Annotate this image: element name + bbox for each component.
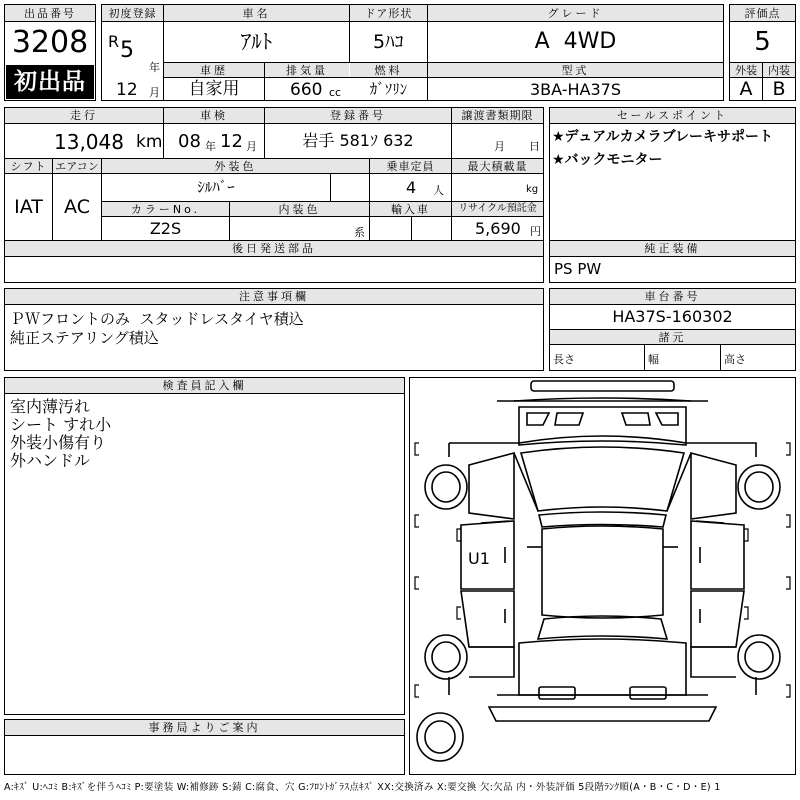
damage-mark-u1: U1 <box>468 549 490 568</box>
recycle-unit: 円 <box>530 225 541 238</box>
shift-value: IAT <box>14 195 43 218</box>
interior-grade-value: B <box>772 78 786 100</box>
color-no-value: Z2S <box>149 218 182 238</box>
fuel-label: 燃料 <box>350 63 427 77</box>
lot-number-label: 出品番号 <box>5 5 95 21</box>
office-notes-label: 事務局よりご案内 <box>5 720 404 735</box>
sales-point-2: ★バックモニター <box>552 152 663 168</box>
shift-label: シフト <box>5 159 52 173</box>
displacement-unit: cc <box>329 86 342 99</box>
interior-color-label: 内装色 <box>230 202 369 216</box>
genuine-equipment-label: 純正装備 <box>550 241 795 256</box>
dimension-length-label: 長さ <box>553 353 575 366</box>
registration-month: 12 <box>116 80 138 100</box>
max-load-unit: kg <box>526 184 539 195</box>
car-name-value: ｱﾙﾄ <box>240 29 273 54</box>
inspector-note-4: 外ハンドル <box>10 451 91 470</box>
import-label: 輸入車 <box>370 202 451 216</box>
transfer-month-unit: 月 <box>494 140 505 153</box>
caution-line-2: 純正ステアリング積込 <box>10 329 159 347</box>
first-listing-badge: 初出品 <box>6 65 94 99</box>
fuel-value: ｶﾞｿﾘﾝ <box>369 80 408 98</box>
exterior-color-label: 外装色 <box>102 159 369 173</box>
displacement-label: 排気量 <box>265 63 349 77</box>
registration-label: 初度登録 <box>102 5 163 21</box>
inspection-month: 12 <box>220 131 243 152</box>
exterior-grade-value: A <box>739 78 753 100</box>
aircon-label: エアコン <box>53 159 101 173</box>
cautions-label: 注意事項欄 <box>5 289 543 304</box>
plate-value: 岩手 581ｿ 632 <box>302 131 414 150</box>
displacement-value: 660 <box>290 80 323 100</box>
grade-label: グレード <box>428 5 723 21</box>
mileage-value: 13,048 <box>54 130 124 154</box>
chassis-value: HA37S-160302 <box>612 307 733 326</box>
registration-year-unit: 年 <box>149 61 160 74</box>
inspector-notes-label: 検査員記入欄 <box>5 378 404 393</box>
inspection-month-unit: 月 <box>246 140 257 153</box>
transfer-day-unit: 日 <box>529 140 540 153</box>
dimension-height-label: 高さ <box>724 353 746 366</box>
mileage-label: 走行 <box>5 108 163 123</box>
recycle-label: リサイクル預託金 <box>452 202 543 216</box>
caution-line-1: ＰＷフロントのみ スタッドレスタイヤ積込 <box>10 310 304 328</box>
interior-color-unit: 系 <box>354 226 365 239</box>
car-name-label: 車名 <box>164 5 349 21</box>
registration-era: R <box>108 32 120 51</box>
sales-point-1: ★デュアルカメラブレーキサポート <box>552 129 774 145</box>
plate-label: 登録番号 <box>265 108 451 123</box>
transfer-deadline-label: 譲渡書類期限 <box>452 108 543 123</box>
dimension-width-label: 幅 <box>648 353 659 366</box>
sales-points-label: セールスポイント <box>550 108 795 123</box>
registration-year: 5 <box>120 38 134 63</box>
recycle-value: 5,690 <box>475 219 521 238</box>
score-label: 評価点 <box>730 5 795 21</box>
exterior-grade-label: 外装 <box>730 63 762 77</box>
lot-number-value: 3208 <box>11 25 89 60</box>
aircon-value: AC <box>64 195 90 218</box>
dimensions-label: 諸元 <box>550 330 795 344</box>
exterior-color-value: ｼﾙﾊﾞｰ <box>197 178 235 196</box>
max-load-label: 最大積載量 <box>452 159 543 173</box>
chassis-label: 車台番号 <box>550 289 795 304</box>
model-label: 型式 <box>428 63 723 77</box>
model-value: 3BA-HA37S <box>529 79 621 99</box>
inspection-label: 車検 <box>164 108 264 123</box>
later-parts-label: 後日発送部品 <box>5 241 543 256</box>
history-value: 自家用 <box>188 79 240 99</box>
inspection-year-unit: 年 <box>205 140 216 153</box>
capacity-value: 4 <box>406 178 417 197</box>
score-value: 5 <box>754 27 771 57</box>
capacity-unit: 人 <box>433 184 444 197</box>
door-value: 5ﾊｺ <box>372 30 405 53</box>
inspector-note-3: 外装小傷有り <box>10 433 107 452</box>
capacity-label: 乗車定員 <box>370 159 451 173</box>
door-label: ドア形状 <box>350 5 427 21</box>
mileage-unit: km <box>136 132 163 152</box>
vehicle-damage-diagram <box>409 377 796 775</box>
damage-code-legend: A:ｷｽﾞ U:ﾍｺﾐ B:ｷｽﾞを伴うﾍｺﾐ P:要塗装 W:補修跡 S:錆 C:腐食、穴 G:ﾌﾛﾝﾄｶﾞﾗｽ点ｷｽﾞ XX:交換済み X:要交換 欠:欠品 内・外装評価 5段階ﾗﾝｸ順(A・B・C・D・E) 1 <box>4 782 721 793</box>
history-label: 車歴 <box>164 63 264 77</box>
grade-value: A 4WD <box>534 29 617 54</box>
inspector-note-1: 室内薄汚れ <box>10 397 91 416</box>
interior-grade-label: 内装 <box>763 63 795 77</box>
inspector-note-2: シート すれ小 <box>10 415 112 434</box>
genuine-equipment-value: PS PW <box>554 260 602 278</box>
registration-month-unit: 月 <box>149 86 160 99</box>
inspection-year: 08 <box>178 131 201 152</box>
color-no-label: カラーNo. <box>102 202 229 216</box>
